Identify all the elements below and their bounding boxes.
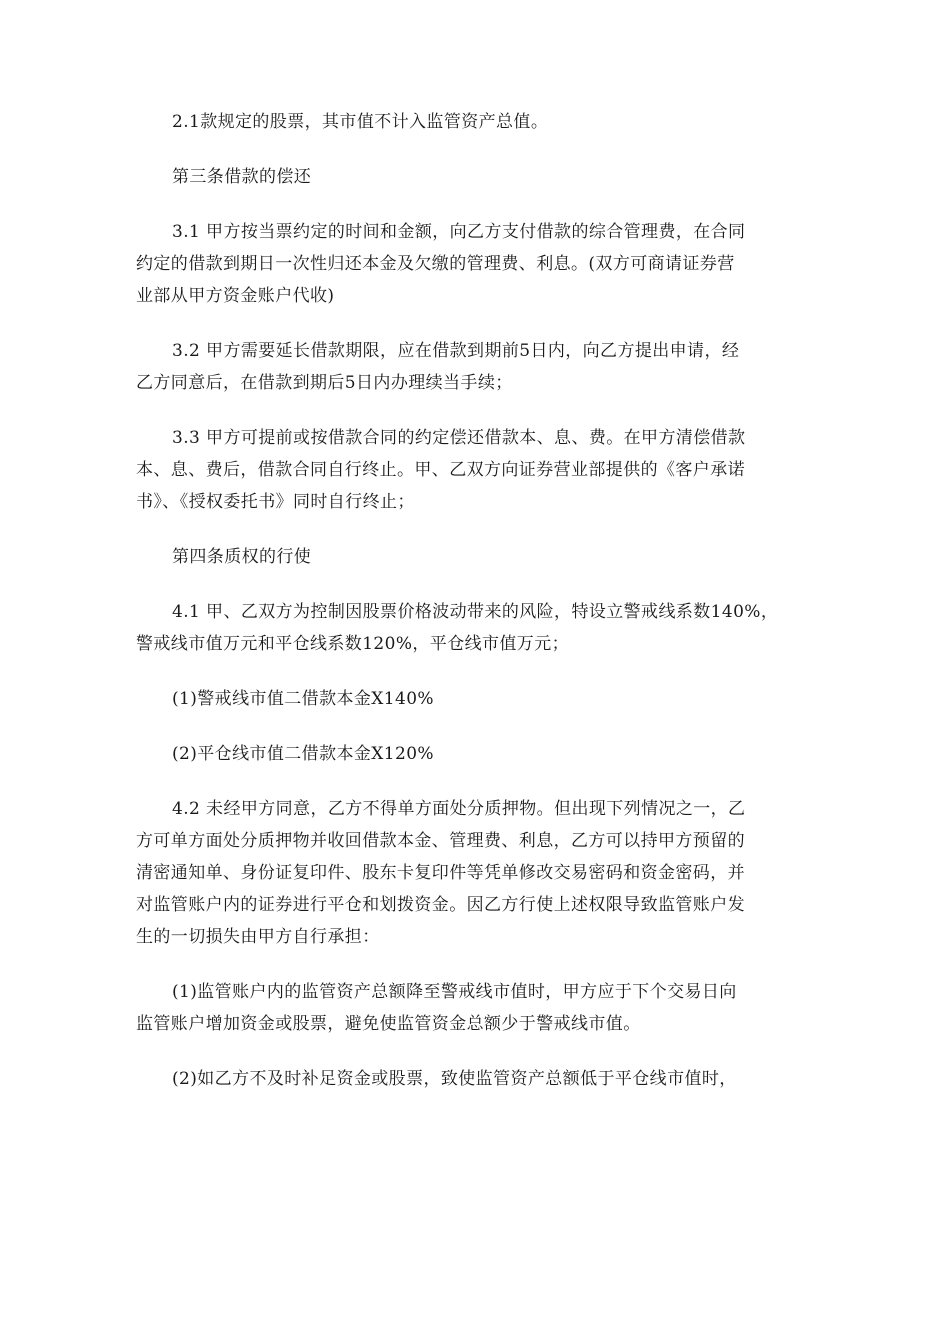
text-line: 约定的借款到期日一次性归还本金及欠缴的管理费、利息。(双方可商请证券营: [136, 254, 735, 274]
list-item-warning-line: [136, 683, 811, 715]
text-line: 3.3 甲方可提前或按借款合同的约定偿还借款本、息、费。在甲方清偿借款: [172, 428, 746, 448]
text-line: 业部从甲方资金账户代收): [136, 286, 335, 306]
text-line: 监管账户增加资金或股票，避免使监管资金总额少于警戒线市值。: [136, 1014, 641, 1034]
text-line: 4.1 甲、乙双方为控制因股票价格波动带来的风险，特设立警戒线系数140%，: [172, 602, 779, 622]
text-line: (2)平仓线市值二借款本金X120%: [172, 744, 434, 764]
heading-article-3: [136, 161, 811, 193]
text-line: (1)警戒线市值二借款本金X140%: [172, 689, 434, 709]
heading-article-4: [136, 541, 811, 573]
list-item-liquidation-line: [136, 738, 811, 770]
paragraph-2-1-tail: [136, 106, 811, 138]
document-body: [136, 106, 811, 1118]
text-line: 生的一切损失由甲方自行承担：: [136, 927, 380, 947]
text-line: 书》、《授权委托书》同时自行终止；: [136, 492, 415, 512]
text-line: 警戒线市值万元和平仓线系数120%，平仓线市值万元；: [136, 634, 569, 654]
paragraph-3-2: [136, 335, 811, 399]
text-line: 4.2 未经甲方同意，乙方不得单方面处分质押物。但出现下列情况之一，乙: [172, 799, 746, 819]
text-line: 对监管账户内的证券进行平仓和划拨资金。因乙方行使上述权限导致监管账户发: [136, 895, 745, 915]
text-line: 乙方同意后，在借款到期后5日内办理续当手续；: [136, 373, 513, 393]
text-line: 方可单方面处分质押物并收回借款本金、管理费、利息，乙方可以持甲方预留的: [136, 831, 745, 851]
paragraph-3-1: [136, 216, 811, 312]
list-item-4-2-2: [136, 1063, 811, 1095]
list-item-4-2-1: [136, 976, 811, 1040]
text-line: 3.1 甲方按当票约定的时间和金额，向乙方支付借款的综合管理费，在合同: [172, 222, 746, 242]
paragraph-4-1: [136, 596, 811, 660]
text-line: (1)监管账户内的监管资产总额降至警戒线市值时，甲方应于下个交易日向: [172, 982, 737, 1002]
text-line: 清密通知单、身份证复印件、股东卡复印件等凭单修改交易密码和资金密码，并: [136, 863, 745, 883]
paragraph-4-2: [136, 793, 811, 953]
text-line: 3.2 甲方需要延长借款期限，应在借款到期前5日内，向乙方提出申请，经: [172, 341, 740, 361]
text-line: 第三条借款的偿还: [172, 167, 312, 187]
paragraph-3-3: [136, 422, 811, 518]
text-line: 第四条质权的行使: [172, 547, 312, 567]
text-line: 2.1款规定的股票，其市值不计入监管资产总值。: [172, 112, 549, 132]
text-line: 本、息、费后，借款合同自行终止。甲、乙双方向证券营业部提供的《客户承诺: [136, 460, 745, 480]
text-line: (2)如乙方不及时补足资金或股票，致使监管资产总额低于平仓线市值时，: [172, 1069, 737, 1089]
